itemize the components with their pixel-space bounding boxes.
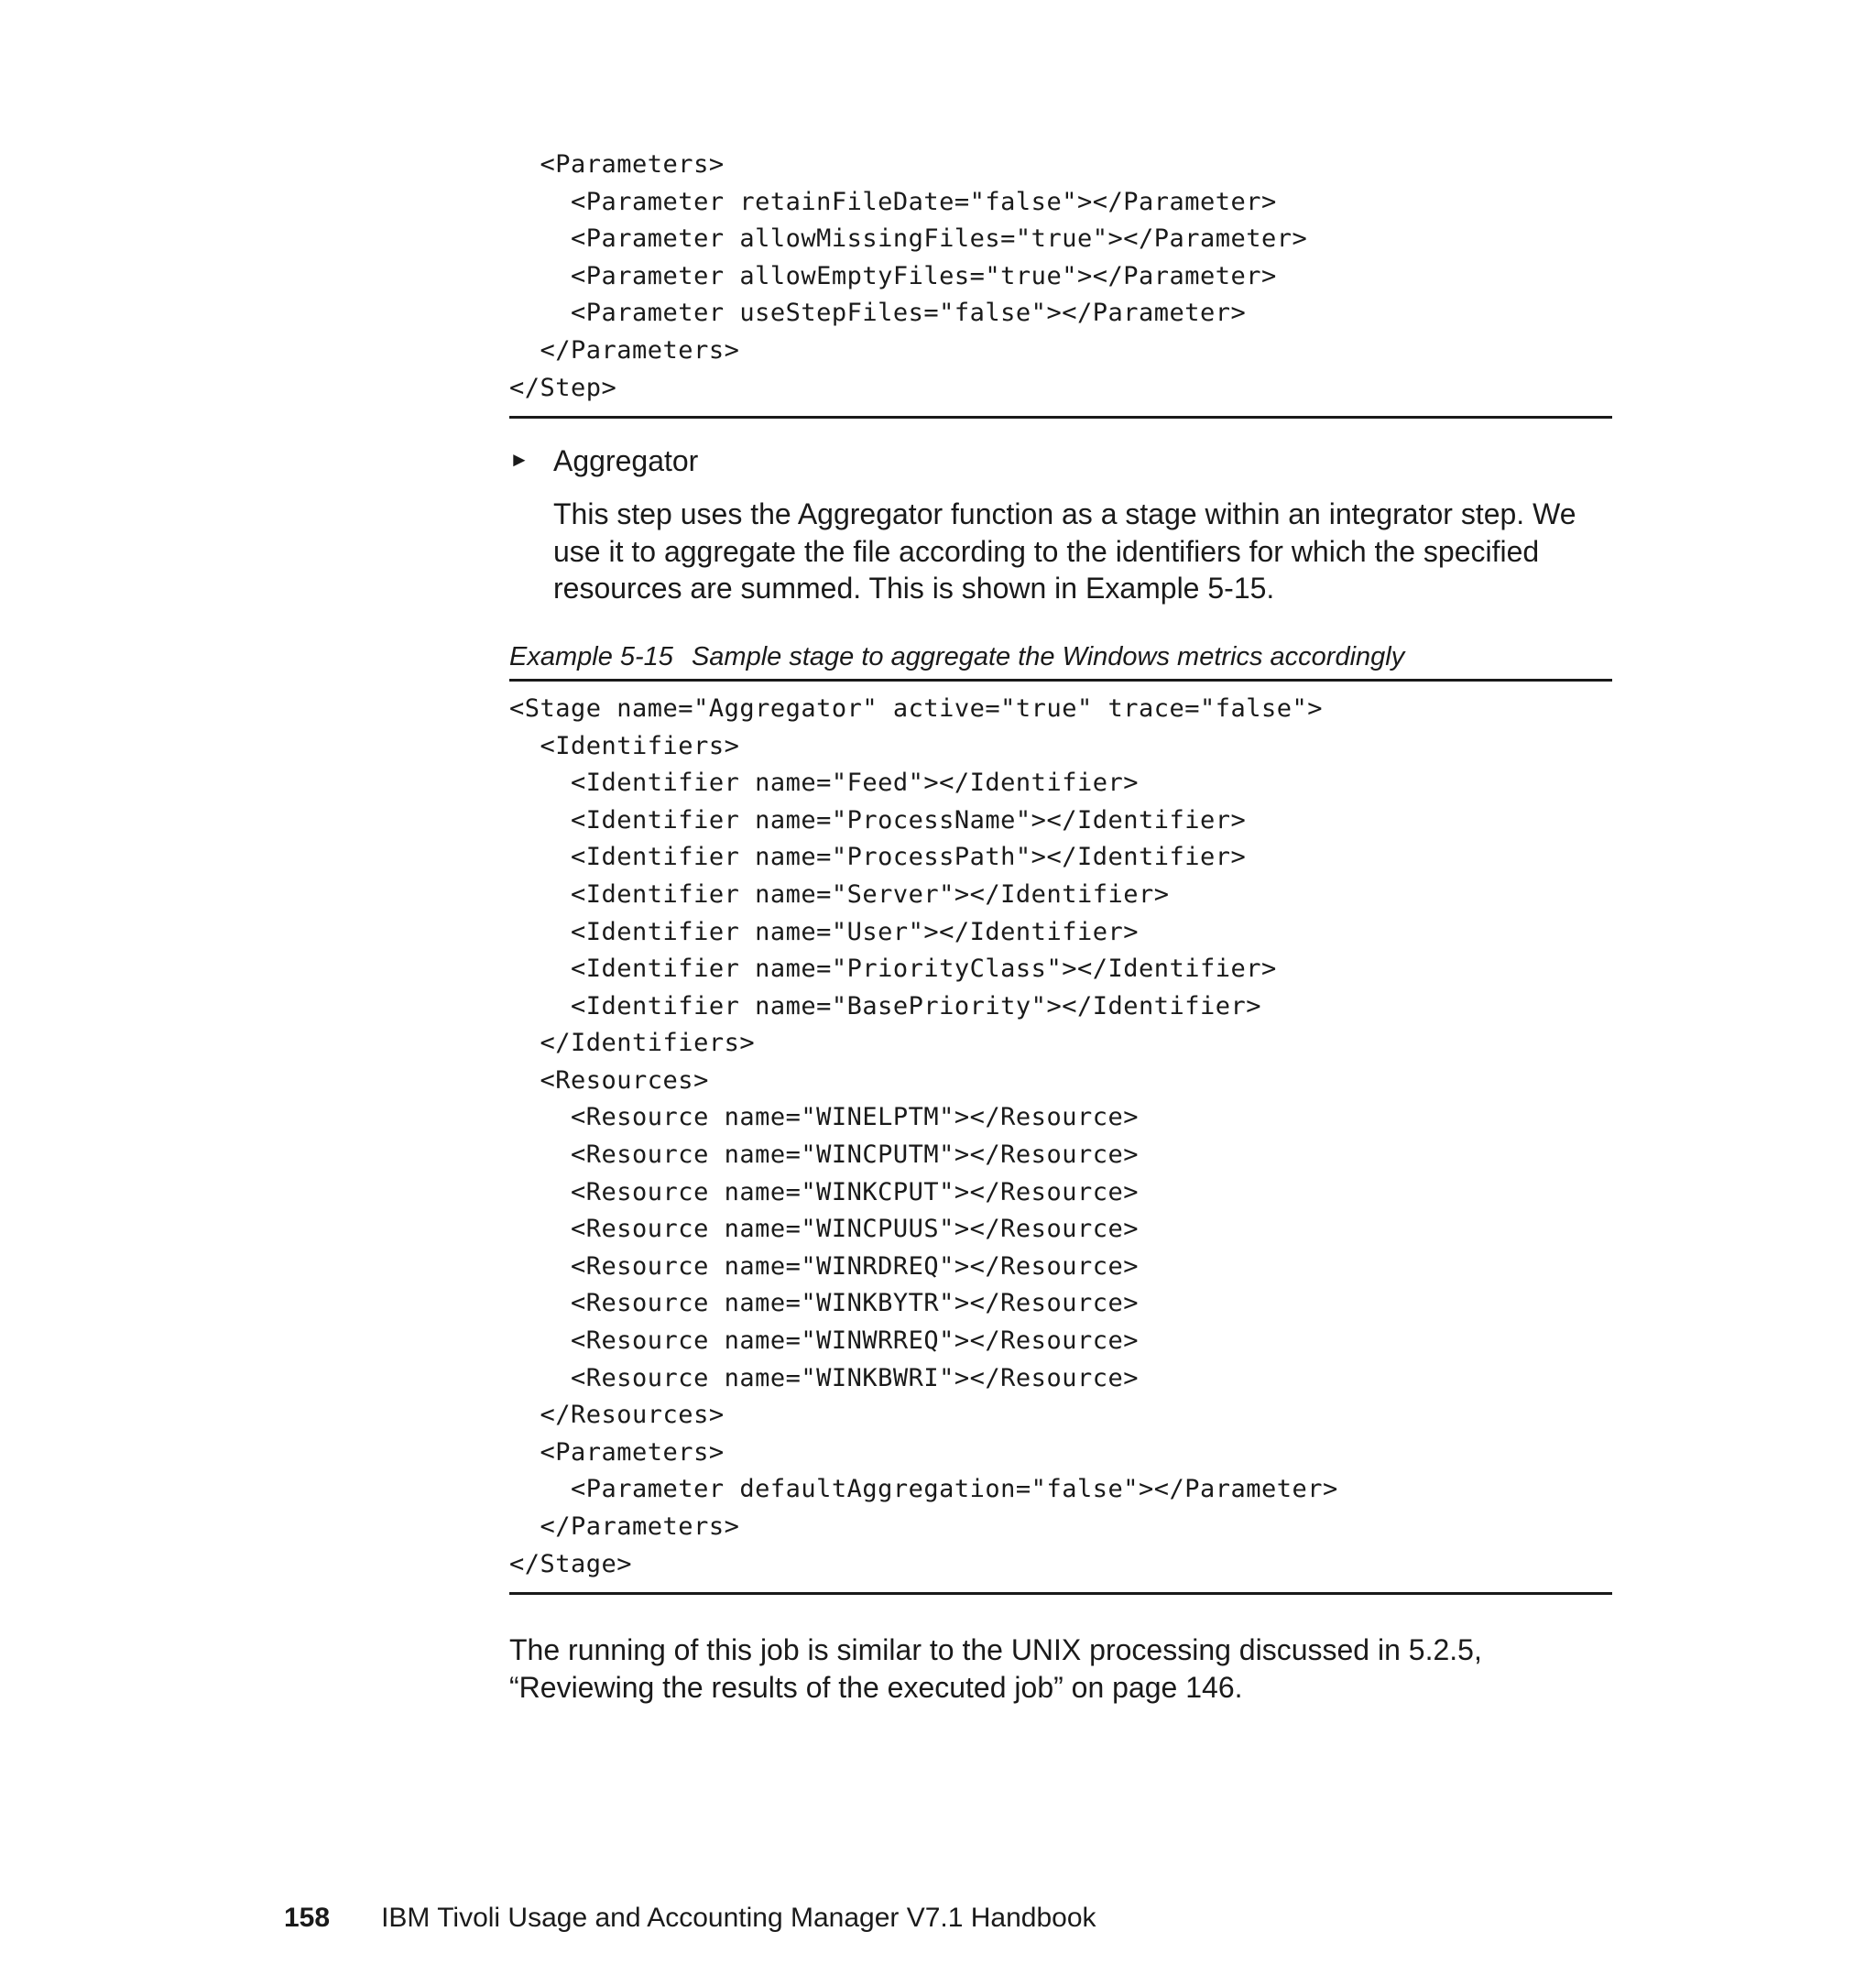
code-block-aggregator-stage: <Stage name="Aggregator" active="true" trace="false"> <Identifiers> <Identifier name="Feed"></Identifier> <Identifier name="ProcessName"></Identifier> <Identifier name="ProcessPath"></Identifier> <Identifier name="Server"></Identifier> <Identifier name="User"></Identifier> <Identifier name="PriorityClass"></Identifier> <Identifier name="BasePriority"></Identifier> </Identifiers> <Resources> <Resource name="WINELPTM"></Resource> <Resource name="WINCPUTM"></Resource> <Resource name="WINKCPUT"></Resource> <Resource name="WINCPUUS"></Resource> <Resource name="WINRDREQ"></Resource> <Resource name="WINKBYTR"></Resource> <Resource name="WINWRREQ"></Resource> <Resource name="WINKBWRI"></Resource> </Resources> <Parameters> <Parameter defaultAggregation="false"></Parameter> </Parameters> </Stage>: [509, 693, 1338, 1578]
example-label: Example 5-15: [509, 641, 673, 671]
page-content: [509, 147, 1612, 1706]
bullet-description: This step uses the Aggregator function as a stage within an integrator step. We use it to aggregate the file according to the identifiers for which the specified resources are summed. This is shown in Example 5-15.: [553, 497, 1576, 606]
example-caption: [509, 640, 1612, 673]
body-paragraph: The running of this job is similar to the UNIX processing discussed in 5.2.5, “Reviewing the results of the executed job” on page 146.: [509, 1633, 1482, 1704]
page-number: 158: [284, 1903, 331, 1933]
code-block-step-parameters: <Parameters> <Parameter retainFileDate="false"></Parameter> <Parameter allowMissingFiles="true"></Parameter> <Parameter allowEmptyFiles="true"></Parameter> <Parameter useStepFiles="false"></Parameter> </Parameters> </Step>: [509, 150, 1308, 402]
book-title: IBM Tivoli Usage and Accounting Manager V7.1 Handbook: [381, 1903, 1096, 1933]
code-block-end-rule: [509, 416, 1612, 419]
example-end-rule: [509, 1592, 1612, 1595]
example-caption-rule: [509, 679, 1612, 682]
example-title: Sample stage to aggregate the Windows metrics accordingly: [691, 641, 1405, 671]
bullet-item-aggregator: [509, 442, 1612, 607]
triangle-bullet-icon: ►: [509, 448, 529, 472]
bullet-title: Aggregator: [553, 444, 699, 478]
page-footer: [284, 1902, 1096, 1935]
